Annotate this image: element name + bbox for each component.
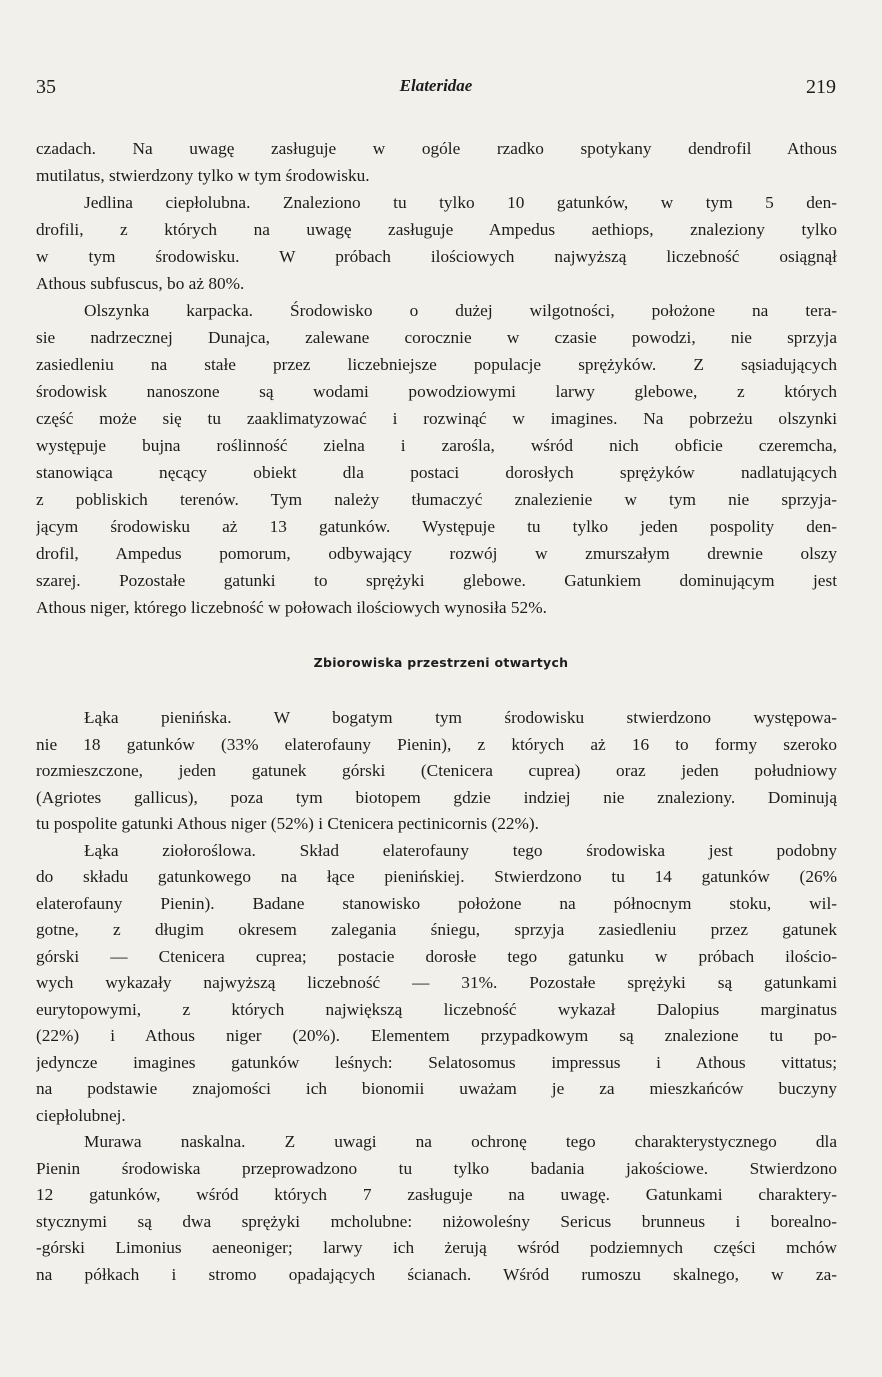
text-line: sie nadrzecznej Dunajca, zalewane corocznie w czasie powodzi, nie sprzyja: [36, 328, 837, 347]
text-line: szarej. Pozostałe gatunki to sprężyki glebowe. Gatunkiem dominującym jest: [36, 571, 837, 590]
text-line: ciepłolubnej.: [36, 1105, 126, 1125]
text-line: Łąka ziołoroślowa. Skład elaterofauny tego środowiska jest podobny: [84, 840, 837, 860]
text-line: nie 18 gatunków (33% elaterofauny Pienin), z których aż 16 to formy szeroko: [36, 734, 837, 754]
text-line: środowisk nanoszone są wodami powodziowymi larwy glebowe, z których: [36, 382, 837, 401]
text-line: stanowiąca nęcący obiekt dla postaci dorosłych sprężyków nadlatujących: [36, 463, 837, 482]
text-line: Athous niger, którego liczebność w połowach ilościowych wynosiła 52%.: [36, 598, 547, 617]
text-line: drofil, Ampedus pomorum, odbywający rozwój w zmurszałym drewnie olszy: [36, 544, 837, 563]
text-line: (Agriotes gallicus), poza tym biotopem gdzie indziej nie znaleziony. Dominują: [36, 787, 837, 807]
text-line: 12 gatunków, wśród których 7 zasługuje na uwagę. Gatunkami charaktery-: [36, 1185, 837, 1204]
text-line: Athous subfuscus, bo aż 80%.: [36, 274, 245, 293]
text-line: mutilatus, stwierdzony tylko w tym środowisku.: [36, 166, 370, 185]
text-line: tu pospolite gatunki Athous niger (52%) i Ctenicera pectinicornis (22%).: [36, 814, 539, 833]
text-line: występuje bujna roślinność zielna i zarośla, wśród nich obficie czeremcha,: [36, 436, 837, 455]
text-line: jedyncze imagines gatunków leśnych: Selatosomus impressus i Athous vittatus;: [36, 1052, 837, 1072]
text-line: Pienin środowiska przeprowadzono tu tylko badania jakościowe. Stwierdzono: [36, 1158, 837, 1178]
text-line: w tym środowisku. W próbach ilościowych najwyższą liczebność osiągnął: [36, 247, 837, 266]
text-line: górski — Ctenicera cuprea; postacie dorosłe tego gatunku w próbach ilościo-: [36, 946, 837, 966]
text-line: Murawa naskalna. Z uwagi na ochronę tego charakterystycznego dla: [84, 1132, 837, 1151]
text-line: na półkach i stromo opadających ścianach. Wśród rumoszu skalnego, w za-: [36, 1264, 837, 1284]
text-line: jącym środowisku aż 13 gatunków. Występuje tu tylko jeden pospolity den-: [36, 517, 837, 536]
text-line: Łąka pienińska. W bogatym tym środowisku stwierdzono występowa-: [84, 708, 837, 727]
text-line: Jedlina ciepłolubna. Znaleziono tu tylko 10 gatunków, w tym 5 den-: [84, 193, 837, 212]
text-line: (22%) i Athous niger (20%). Elementem przypadkowym są znalezione tu po-: [36, 1026, 837, 1045]
text-line: drofili, z których na uwagę zasługuje Ampedus aethiops, znaleziony tylko: [36, 220, 837, 239]
text-line: zasiedleniu na stałe przez liczebniejsze populacje sprężyków. Z sąsiadujących: [36, 355, 837, 374]
text-line: gotne, z długim okresem zalegania śniegu, sprzyja zasiedleniu przez gatunek: [36, 920, 837, 939]
text-line: elaterofauny Pienin). Badane stanowisko położone na północnym stoku, wil-: [36, 893, 837, 913]
text-block-1: [36, 135, 837, 621]
text-line: Olszynka karpacka. Środowisko o dużej wilgotności, położone na tera-: [84, 301, 837, 320]
text-line: na podstawie znajomości ich bionomii uważam je za mieszkańców buczyny: [36, 1079, 837, 1098]
text-line: czadach. Na uwagę zasługuje w ogóle rzadko spotykany dendrofil Athous: [36, 139, 837, 158]
right-page-number: 219: [806, 76, 836, 98]
section-heading: Zbiorowiska przestrzeni otwartych: [313, 655, 569, 670]
text-line: stycznymi są dwa sprężyki mcholubne: niżowoleśny Sericus brunneus i borealno-: [36, 1211, 837, 1231]
left-page-number: 35: [36, 76, 56, 98]
text-line: do składu gatunkowego na łące pienińskiej. Stwierdzono tu 14 gatunków (26%: [36, 867, 837, 886]
text-line: wych wykazały najwyższą liczebność — 31%. Pozostałe sprężyki są gatunkami: [36, 973, 837, 992]
text-line: część może się tu zaaklimatyzować i rozwinąć w imagines. Na pobrzeżu olszynki: [36, 409, 837, 428]
text-line: -górski Limonius aeneoniger; larwy ich żerują wśród podziemnych części mchów: [36, 1238, 837, 1257]
text-line: rozmieszczone, jeden gatunek górski (Ctenicera cuprea) oraz jeden południowy: [36, 761, 837, 780]
text-line: z pobliskich terenów. Tym należy tłumaczyć znalezienie w tym nie sprzyja-: [36, 490, 837, 509]
text-block-2: [36, 705, 837, 1288]
running-title: Elateridae: [399, 76, 473, 95]
text-line: eurytopowymi, z których największą liczebność wykazał Dalopius marginatus: [36, 999, 837, 1019]
running-header: [36, 76, 836, 106]
